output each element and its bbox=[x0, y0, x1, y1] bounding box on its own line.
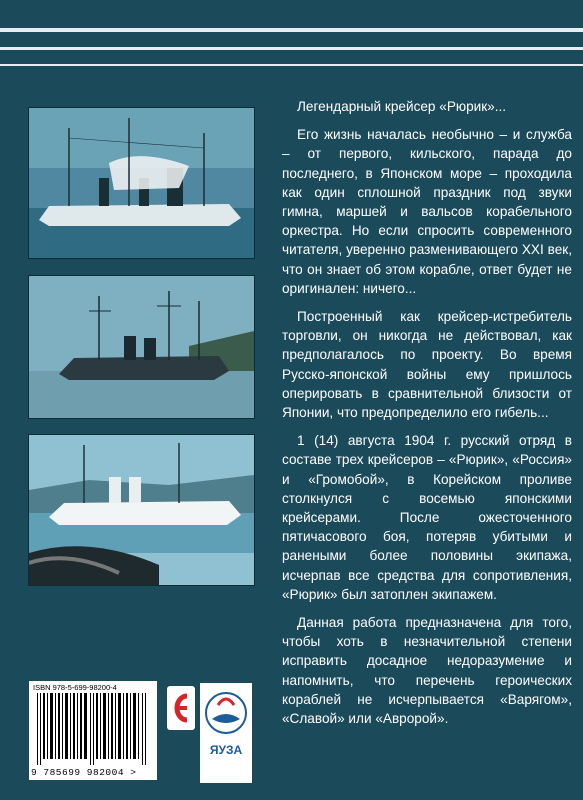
eksmo-logo bbox=[167, 686, 195, 730]
cruiser-photo-1 bbox=[28, 107, 255, 259]
barcode-digits: 9 785699 982004 > bbox=[31, 767, 137, 778]
publisher-name: ЯУЗА bbox=[209, 743, 243, 757]
cruiser-photo-2 bbox=[28, 275, 255, 419]
barcode bbox=[35, 693, 151, 765]
cruiser-photo-3 bbox=[28, 434, 255, 586]
yauza-emblem bbox=[200, 683, 252, 741]
back-cover-text bbox=[282, 97, 572, 737]
paragraph-3: Построенный как крейсер-истребитель торговли, он никогда не действовал, как предполагалось по проекту. Во время Русско-японской войны ему пришлось оперировать в сравнительной близости от Японии, что предопределило его гибель... bbox=[282, 309, 572, 421]
paragraph-1: Легендарный крейсер «Рюрик»... bbox=[297, 99, 507, 114]
paragraph-2: Его жизнь началась необычно – и служба – от первого, кильского, парада до последнего, в Японском море – проходила как один сплошной праздник под звуки гимна, маршей и вальсов корабельного оркестра. Но если спросить современного читателя, уверенно разменивающего XXI век, что он знает об этом корабле, ответ будет не оригинален: ничего... bbox=[282, 127, 572, 296]
paragraph-4: 1 (14) августа 1904 г. русский отряд в составе трех крейсеров – «Рюрик», «Россия» и «Громобой», в Корейском проливе столкнулся с восемью японскими крейсерами. После ожесточенного пятичасового боя, потеряв убитыми и ранеными более половины экипажа, исчерпав все средства для сопротивления, «Рюрик» был затоплен экипажем. bbox=[282, 433, 572, 602]
top-stripe-3 bbox=[0, 64, 583, 66]
yauza-publisher-logo bbox=[200, 683, 252, 783]
barcode-box bbox=[29, 681, 157, 780]
top-stripe-1 bbox=[0, 28, 583, 32]
isbn-text: ISBN 978-5-699-98200-4 bbox=[33, 683, 117, 692]
top-stripe-2 bbox=[0, 47, 583, 50]
paragraph-5: Данная работа предназначена для того, чтобы хоть в незначительной степени исправить досадное недоразумение и напомнить, что перечень героических кораблей не исчерпывается «Варягом», «Славой» или «Авророй». bbox=[282, 615, 572, 727]
